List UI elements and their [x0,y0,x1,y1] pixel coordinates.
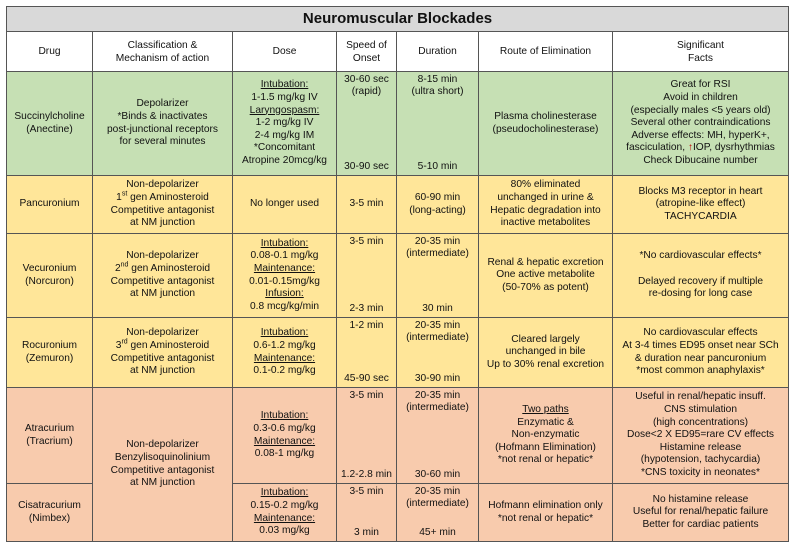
header-drug: Drug [7,32,93,72]
dose: Intubation: 0.3-0.6 mg/kg Maintenance: 0.08-1 mg/kg [233,388,337,484]
route-of-elimination: Renal & hepatic excretion One active metabolite (50-70% as potent) [479,234,613,318]
row-pancuronium [7,176,789,234]
classification: Non-depolarizer 2nd gen Aminosteroid Competitive antagonist at NM junction [93,234,233,318]
header-speed: Speed of Onset [337,32,397,72]
duration: 20-35 min (intermediate) 45+ min [397,484,479,542]
drug-name: Succinylcholine (Anectine) [7,72,93,176]
header-duration: Duration [397,32,479,72]
header-classification: Classification & Mechanism of action [93,32,233,72]
route-of-elimination: Plasma cholinesterase (pseudocholinesterase) [479,72,613,176]
significant-facts: Blocks M3 receptor in heart (atropine-like effect) TACHYCARDIA [613,176,789,234]
classification: Non-depolarizer 3rd gen Aminosteroid Competitive antagonist at NM junction [93,318,233,388]
significant-facts: No histamine release Useful for renal/hepatic failure Better for cardiac patients [613,484,789,542]
header-route: Route of Elimination [479,32,613,72]
drug-name: Pancuronium [7,176,93,234]
duration: 20-35 min (intermediate) 30-60 min [397,388,479,484]
dose: Intubation: 0.08-0.1 mg/kg Maintenance: 0.01-0.15mg/kg Infusion: 0.8 mcg/kg/min [233,234,337,318]
route-of-elimination: 80% eliminated unchanged in urine & Hepatic degradation into inactive metabolites [479,176,613,234]
classification-benzylisoquinolinium: Non-depolarizer Benzylisoquinolinium Competitive antagonist at NM junction [93,388,233,542]
speed-of-onset: 30-60 sec (rapid) 30-90 sec [337,72,397,176]
header-facts: Significant Facts [613,32,789,72]
significant-facts: Great for RSI Avoid in children (especially males <5 years old) Several other contraindications Adverse effects: MH, hyperK+, fasciculation, ↑IOP, dysrhythmias Check Dibucaine number [613,72,789,176]
duration: 20-35 min (intermediate) 30 min [397,234,479,318]
speed-of-onset: 3-5 min 3 min [337,484,397,542]
row-succinylcholine [7,72,789,176]
header-dose: Dose [233,32,337,72]
speed-of-onset: 3-5 min 1.2-2.8 min [337,388,397,484]
route-of-elimination: Hofmann elimination only *not renal or hepatic* [479,484,613,542]
speed-of-onset: 3-5 min [337,176,397,234]
dose: Intubation: 0.15-0.2 mg/kg Maintenance: 0.03 mg/kg [233,484,337,542]
duration: 20-35 min (intermediate) 30-90 min [397,318,479,388]
up-arrow-icon: ↑ [687,142,693,154]
significant-facts: *No cardiovascular effects* Delayed recovery if multiple re-dosing for long case [613,234,789,318]
speed-of-onset: 3-5 min 2-3 min [337,234,397,318]
row-vecuronium [7,234,789,318]
row-atracurium [7,388,789,484]
drug-name: Vecuronium (Norcuron) [7,234,93,318]
duration: 8-15 min (ultra short) 5-10 min [397,72,479,176]
drug-name: Rocuronium (Zemuron) [7,318,93,388]
dose: Intubation: 0.6-1.2 mg/kg Maintenance: 0.1-0.2 mg/kg [233,318,337,388]
dose: No longer used [233,176,337,234]
route-of-elimination: Cleared largely unchanged in bile Up to 30% renal excretion [479,318,613,388]
drug-name: Cisatracurium (Nimbex) [7,484,93,542]
significant-facts: No cardiovascular effects At 3-4 times ED95 onset near SCh & duration near pancuronium *most common anaphylaxis* [613,318,789,388]
route-of-elimination: Two paths Enzymatic & Non-enzymatic (Hofmann Elimination) *not renal or hepatic* [479,388,613,484]
row-rocuronium [7,318,789,388]
classification: Depolarizer *Binds & inactivates post-junctional receptors for several minutes [93,72,233,176]
speed-of-onset: 1-2 min 45-90 sec [337,318,397,388]
table-title: Neuromuscular Blockades [7,7,789,32]
dose: Intubation: 1-1.5 mg/kg IV Laryngospasm: 1-2 mg/kg IV 2-4 mg/kg IM *Concomitant Atropine 20mcg/kg [233,72,337,176]
drug-name: Atracurium (Tracrium) [7,388,93,484]
header-row [7,32,789,72]
significant-facts: Useful in renal/hepatic insuff. CNS stimulation (high concentrations) Dose<2 X ED95=rare CV effects Histamine release (hypotension, tachycardia) *CNS toxicity in neonates* [613,388,789,484]
classification: Non-depolarizer 1st gen Aminosteroid Competitive antagonist at NM junction [93,176,233,234]
duration: 60-90 min (long-acting) [397,176,479,234]
nmb-table [6,6,789,542]
